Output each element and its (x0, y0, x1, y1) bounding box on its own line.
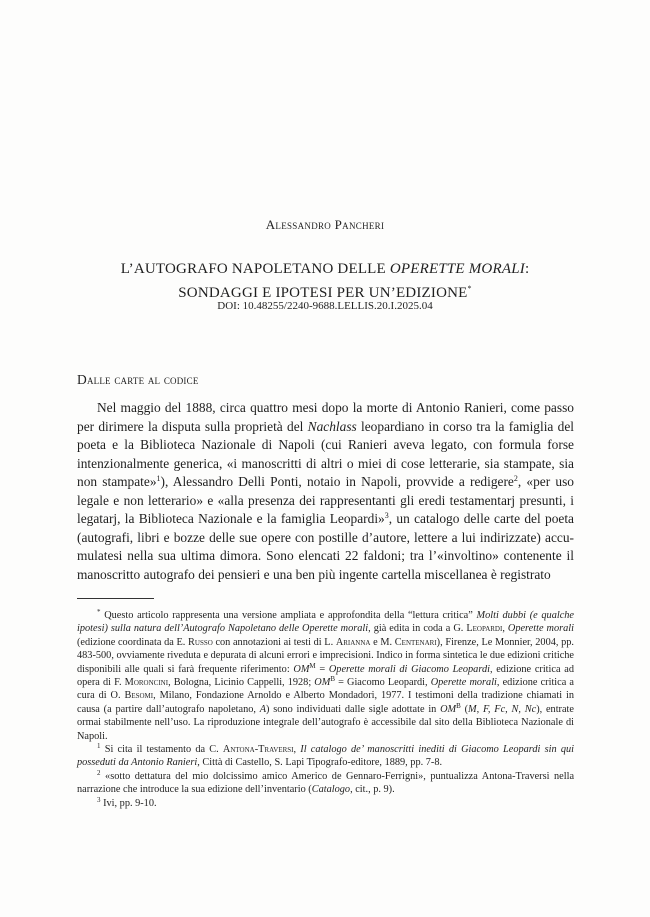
doi: DOI: 10.48255/2240-9688.LELLIS.20.I.2025.04 (217, 300, 433, 312)
section-heading: Dalle carte al codice (77, 372, 199, 387)
paragraph: Nel maggio del 1888, circa quattro mesi dopo la morte di Antonio Ranieri, come passo per dirimere la disputa sulla proprietà del Nachlass leopardiano in corso tra la famiglia del poeta e la Biblioteca Nazionale di Napoli (cui Ranieri aveva legato, con formula forse intenzionalmente generica, «i manoscritti di altri o miei di cose letterarie, sia stampate, sia non stampate»$^1$), Alessandro Delli Ponti, notaio in Napoli, provvide a redigere$^2$, «per uso legale e non letterario» e «alla presenza dei rappresentanti gli eredi testamentarj presunti, i legatarj, la Biblioteca Nazionale e la famiglia Leopardi»$^3$, un catalogo delle carte del poeta (autografi, libri e bozze delle sue opere con postille d’autore, lettere a lui indirizzate) accumulatesi nella sua ultima dimora. Sono elencati 22 faldoni; tra l’«involtino» contenente il manoscritto autografo dei pensieri e una ben più ingente cartella miscellanea è registrato (77, 400, 574, 582)
footnotes (77, 609, 574, 810)
title-line1: L’AUTOGRAFO NAPOLETANO DELLE OPERETTE MORALI: (120, 261, 530, 277)
footnote-star: * Questo articolo rappresenta una versione ampliata e approfondita della “lettura critica” Molti dubbi (e qualche ipotesi) sulla natura dell’Autografo Napoletano delle Operette morali, già edita in coda a G. Leopardi, Operette morali (edizione coordinata da E. Russo con annotazioni ai testi di L. Arianna e M. Centenari), Firenze, Le Monnier, 2004, pp. 483-500, ovviamente riveduta e depurata di alcuni errori e imprecisioni. Indico in forma sintetica le due edizioni critiche disponibili alle quali si farà frequente riferimento: $OM^M$ = Operette morali di Giacomo Leopardi, edizione critica ad opera di F. Moroncini, Bologna, Licinio Cappelli, 1928; $OM^B$ = Giacomo Leopardi, Operette morali, edizione critica a cura di O. Besomi, Milano, Fondazione Arnoldo e Alberto Mondadori, 1977. I testimoni della tradizione chiamati in causa (a partire dall’autografo napoletano, A) sono individuati dalle sigle adottate in $OM^B$ (M, F, Fc, N, Nc), entrate ormai stabilmente nell’uso. La riproduzione integrale dell’autografo è accessibile dal sito della Biblioteca Nazionale di Napoli. (77, 608, 574, 742)
title-line2: SONDAGGI E IPOTESI PER UN’EDIZIONE* (178, 284, 472, 301)
footnote-3: $^3$ Ivi, pp. 9-10. (97, 795, 157, 809)
footnote-ref: 2 (513, 474, 518, 483)
footnote-separator (77, 598, 154, 599)
main-text (77, 399, 574, 584)
footnote-1: $^1$ Si cita il testamento da C. Antona-Traversi, Il catalogo de’ manoscritti inediti di Giacomo Leopardi sin qui posseduti da Antonio Ranieri, Città di Castello, S. Lapi Tipografo-editore, 1889, pp. 7-8. (77, 742, 575, 769)
title-note-mark: * (467, 284, 472, 293)
author-name: Alessandro Pancheri (265, 217, 385, 232)
article-title (60, 260, 590, 303)
footnote-ref: 1 (156, 474, 161, 483)
footnote-ref: 3 (384, 511, 389, 520)
footnote-2: $^2$ «sotto dettatura del mio dolcissimo amico Americo de Gennaro-Ferrigni», puntualizza Antona-Traversi nella narrazione che introduce la sua edizione dell’inventario (Catalogo, cit., p. 9). (77, 768, 575, 796)
